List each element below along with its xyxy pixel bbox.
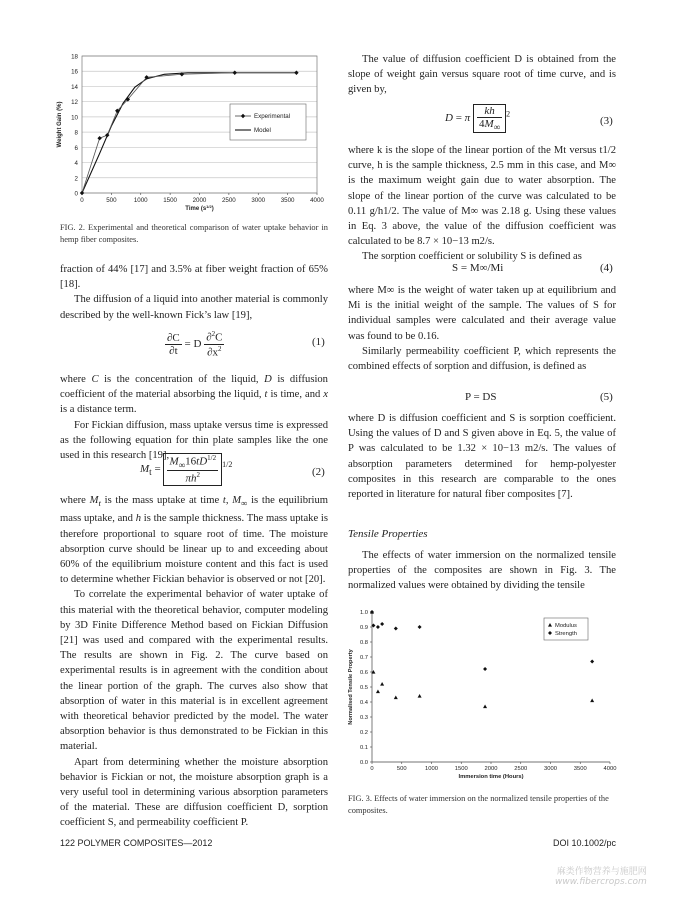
x-tick-label: 1000: [425, 766, 438, 772]
equation-4: S = M∞/Mi: [452, 262, 504, 274]
right-column-text-a: [348, 52, 616, 98]
left-paragraph-7: Apart from determining whether the moisture absorption behavior is Fickian or not, the moisture absorption graph is a very useful tool in determining various absorption parameters of the material. These are diffusion coefficient D, sorption coefficient S, and permeability coefficient P.: [60, 756, 328, 829]
y-tick-label: 0.3: [359, 715, 368, 722]
watermark: [555, 864, 647, 887]
watermark-line-2: www.fibercrops.com: [555, 877, 647, 887]
y-tick-label: 0: [74, 190, 78, 198]
left-column-text-a: [60, 262, 328, 323]
modulus-point: [380, 682, 384, 686]
figure-3-caption: [348, 793, 618, 817]
y-tick-label: 0.7: [359, 655, 368, 662]
y-tick-label: 2: [74, 175, 78, 183]
y-tick-label: 4: [74, 160, 78, 168]
x-tick-label: 1500: [163, 197, 178, 204]
right-column-text-d: [348, 411, 616, 502]
x-tick-label: 500: [106, 197, 117, 204]
y-tick-label: 1.0: [359, 610, 368, 617]
right-paragraph-2: where k is the slope of the linear portion of the Mt versus t1/2 curve, h is the sample thickness, 2.5 mm in this case, and M∞ is the maximum weight gain due to water absorption. The slope of the linear portion of the curve was calculated to be 0.11 g/h1/2. The value of M∞ was 2.18 g. Using these values in Eq. 3 above, the value of the diffusion coefficient was calculated to be 8.7 × 10−13 m2/s.: [348, 145, 616, 248]
modulus-point: [376, 690, 380, 694]
x-axis-label: Immersion time (Hours): [458, 774, 524, 780]
experimental-point: [105, 133, 109, 137]
y-tick-label: 10: [71, 114, 78, 122]
equation-5: P = DS: [465, 391, 497, 403]
equation-4-number: (4): [600, 262, 613, 274]
x-tick-label: 2000: [484, 766, 498, 772]
y-tick-label: 0.4: [359, 700, 368, 707]
x-tick-label: 2000: [192, 197, 207, 204]
right-paragraph-4: where M∞ is the weight of water taken up at equilibrium and Mi is the initial weight of the sample. The values of S for individual samples were calculated and their average value was found to be 0.16.: [348, 285, 616, 342]
experimental-point: [97, 136, 101, 140]
x-tick-label: 0: [370, 766, 374, 772]
equation-2: $M_t$ = $\frac{M_\infty 16tD^{1/2}}{\pi h^2}$ $^{1/2}$: [140, 454, 233, 485]
left-paragraph-1: fraction of 44% [17] and 3.5% at fiber weight fraction of 65% [18].: [60, 264, 328, 291]
y-tick-label: 0.8: [359, 640, 368, 647]
y-tick-label: 12: [71, 99, 78, 107]
left-paragraph-5: where $M_t$ is the mass uptake at time t, $M_\infty$ is the equilibrium mass uptake, and h is the sample thickness. The mass uptake is therefore proportional to square root of time. The moisture absorption curve should be linear up to and exceeding about 60% of the equilibrium moisture content and this fact is used to determine whether Fickian behavior is observed or not [20].: [60, 495, 328, 586]
watermark-line-1: 麻类作物营养与施肥网: [556, 867, 647, 877]
figure-2-caption-text: Experimental and theoretical comparison of water uptake behavior in hemp fiber composites.: [60, 223, 328, 244]
equation-1-number: (1): [312, 336, 325, 348]
equation-2-number: (2): [312, 466, 325, 478]
x-tick-label: 2500: [221, 197, 236, 204]
right-paragraph-5: Similarly permeability coefficient P, which represents the combined effects of sorption and diffusion, is defined as: [348, 345, 616, 373]
y-tick-label: 6: [74, 144, 78, 152]
x-axis-label: Time $(s^{1/2})$: [185, 204, 214, 212]
y-tick-label: 0.5: [359, 685, 368, 692]
x-tick-label: 1000: [133, 197, 148, 204]
right-column-text-b: [348, 143, 616, 265]
section-heading-tensile: Tensile Properties: [348, 528, 428, 540]
right-column-text-c: [348, 283, 616, 374]
y-tick-label: 0.1: [359, 745, 368, 752]
footer-left: 122 POLYMER COMPOSITES—2012: [60, 838, 213, 848]
modulus-point: [394, 696, 398, 700]
x-tick-label: 3000: [544, 766, 557, 772]
x-tick-label: 0: [80, 197, 84, 204]
strength-point: [394, 627, 398, 631]
y-tick-label: 8: [74, 129, 78, 137]
right-paragraph-3: The sorption coefficient or solubility S is defined as: [362, 251, 582, 263]
left-paragraph-6: To correlate the experimental behavior of water uptake of this material with the theoretical behavior, computer modeling by 3D Finite Difference Method based on Fickian Diffusion [21] was used and compared with the experimental results. The results are shown in Fig. 2. The curve based on experimental results is in agreement with the condition about the linear portion of the graph. The curves also show that absorption of water in this material is in excellent agreement with theoretical behavior predicted by the model. The water absorption behavior is thus demonstrated to be Fickian in this material.: [60, 589, 328, 753]
modulus-point: [418, 694, 422, 698]
figure-3-caption-label: FIG. 3.: [348, 794, 372, 803]
equation-1: $\frac{\partial C}{\partial t}$ = D $\frac{\partial^2C}{\partial x^2}$: [167, 330, 223, 359]
figure-3-caption-text: Effects of water immersion on the normalized tensile properties of the composites.: [348, 794, 609, 815]
legend-label-modulus: Modulus: [555, 623, 577, 629]
strength-point: [590, 660, 594, 664]
right-paragraph-7: The effects of water immersion on the normalized tensile properties of the composites are shown in Fig. 3. The normalized values were obtained by dividing the tensile: [348, 550, 616, 592]
figure-2-chart: [52, 52, 327, 217]
strength-point: [376, 625, 380, 629]
x-tick-label: 4000: [603, 766, 617, 772]
legend-label-strength: Strength: [555, 631, 577, 638]
left-column-text-c: [60, 493, 328, 831]
y-tick-label: 14: [71, 83, 78, 91]
y-tick-label: 18: [71, 53, 78, 61]
right-paragraph-6: where D is diffusion coefficient and S is sorption coefficient. Using the values of D and S given above in Eq. 5, the value of P was calculated to be 1.32 × 10−13 m2/s. The values of absorption parameters determined for hemp-polyester composites in this research are comparable to the ones reported in literature for natural fiber composites [7].: [348, 413, 616, 501]
y-tick-label: 0.0: [359, 760, 368, 767]
legend-box: [230, 104, 306, 140]
y-tick-label: 16: [71, 68, 78, 76]
right-column-text-e: [348, 548, 616, 594]
x-tick-label: 4000: [310, 197, 324, 204]
modulus-point: [590, 699, 594, 703]
x-tick-label: 3000: [251, 197, 266, 204]
y-axis-label: Weight Gain (%): [57, 101, 63, 148]
y-tick-label: 0.6: [359, 670, 368, 677]
legend-label-model: Model: [254, 127, 271, 135]
left-paragraph-2: The diffusion of a liquid into another material is commonly described by the well-known Fick’s law [19],: [60, 294, 328, 321]
left-column-text-b: [60, 372, 328, 463]
left-paragraph-3: where C is the concentration of the liquid, D is diffusion coefficient of the material absorbing the liquid, t is time, and x is a distance term.: [60, 374, 328, 416]
footer-right: DOI 10.1002/pc: [553, 838, 617, 848]
x-tick-label: 3500: [280, 197, 295, 204]
experimental-point: [80, 191, 84, 195]
x-tick-label: 2500: [514, 766, 528, 772]
y-tick-label: 0.9: [359, 625, 368, 632]
right-paragraph-1: The value of diffusion coefficient D is obtained from the slope of weight gain versus square root of time curve, and is given by,: [348, 54, 616, 96]
equation-5-number: (5): [600, 391, 613, 403]
x-tick-label: 500: [396, 766, 407, 772]
equation-3: D = π $\frac{kh}{4M_\infty}$ $^2$: [445, 105, 511, 133]
y-tick-label: 0.2: [359, 730, 368, 737]
figure-2-caption-label: FIG. 2.: [60, 223, 85, 232]
y-axis-label: Normalised Tensile Property: [348, 649, 354, 725]
modulus-point: [483, 705, 487, 709]
x-tick-label: 3500: [573, 766, 587, 772]
legend-label-experimental: Experimental: [254, 113, 291, 121]
equation-3-number: (3): [600, 115, 613, 127]
x-tick-label: 1500: [454, 766, 468, 772]
left-paragraph-4: For Fickian diffusion, mass uptake versus time is expressed as the following equation for thin plate samples like the one used in this research [19],: [60, 419, 328, 462]
strength-point: [418, 625, 422, 629]
strength-point: [380, 622, 384, 626]
figure-3-chart: [342, 604, 622, 786]
figure-2-caption: [60, 222, 328, 246]
strength-point: [483, 667, 487, 671]
